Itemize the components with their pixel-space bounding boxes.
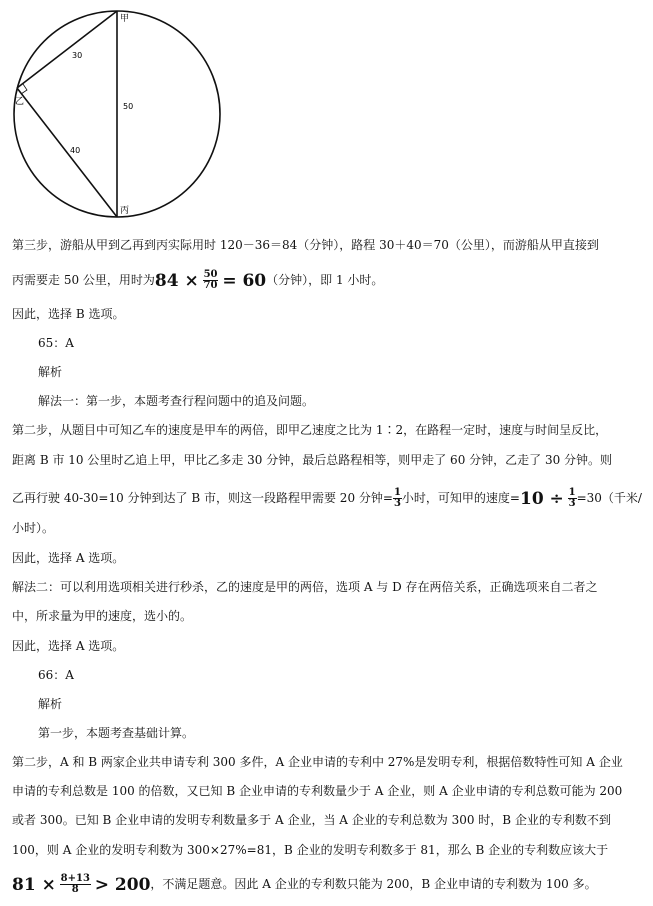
text-fragment: ，不满足题意。因此 A 企业的专利数只能为 200，B 企业申请的专利数为 100 多。 — [150, 877, 597, 891]
text-line: 第二步，从题目中可知乙车的速度是甲车的两倍，即甲乙速度之比为 1∶2，在路程一定时，速度与时间呈反比， — [12, 423, 608, 437]
fraction-numerator: 1 — [393, 487, 401, 498]
math-expression: > 200 — [94, 874, 151, 895]
math-fraction — [203, 270, 219, 291]
label-left: 乙 — [15, 97, 25, 107]
fraction-numerator: 50 — [203, 269, 218, 280]
math-fraction — [393, 488, 402, 509]
math-fraction — [568, 488, 577, 509]
text-line: 距离 B 市 10 公里时乙追上甲，甲比乙多走 30 分钟，最后总路程相等，则甲走了 60 分钟，乙走了 30 分钟。则 — [12, 453, 613, 467]
section-heading: 解析 — [38, 697, 63, 711]
fraction-denominator: 8 — [71, 884, 79, 895]
text-fragment: 小时，可知甲的速度= — [401, 491, 520, 505]
fraction-numerator: 8+13 — [60, 873, 90, 884]
label-top: 甲 — [120, 14, 130, 24]
edge-top-left — [17, 11, 117, 88]
text-fragment: =30（千米/ — [576, 491, 642, 505]
edge-label-30: 30 — [72, 51, 83, 60]
fraction-denominator: 3 — [393, 498, 401, 509]
text-line: 因此，选择 B 选项。 — [12, 307, 125, 321]
label-bottom: 丙 — [120, 206, 130, 216]
text-line — [12, 488, 642, 509]
text-line: 小时）。 — [12, 521, 55, 535]
math-expression: = 60 — [222, 270, 267, 291]
circle-route-diagram — [0, 0, 240, 228]
text-line: 因此，选择 A 选项。 — [12, 551, 125, 565]
text-line: 第一步，本题考查基础计算。 — [38, 726, 195, 740]
text-fragment: 丙需要走 50 公里，用时为 — [12, 273, 155, 287]
edge-label-40: 40 — [70, 146, 81, 155]
answer-label: 65：A — [38, 336, 74, 350]
text-line: 第二步，A 和 B 两家企业共申请专利 300 多件，A 企业申请的专利中 27%是发明专利，根据倍数特性可知 A 企业 — [12, 755, 623, 769]
math-expression: 84 × — [154, 270, 199, 291]
fraction-denominator: 3 — [568, 498, 576, 509]
fraction-denominator: 70 — [203, 280, 218, 291]
math-expression: 81 × — [12, 874, 56, 895]
text-line: 解法一：第一步，本题考查行程问题中的追及问题。 — [38, 394, 315, 408]
right-angle-marker — [21, 84, 27, 94]
edge-label-50: 50 — [123, 102, 134, 111]
math-expression: 10 ÷ — [519, 488, 564, 509]
answer-label: 66：A — [38, 668, 74, 682]
text-line: 中，所求量为甲的速度，选小的。 — [12, 609, 193, 623]
text-line: 申请的专利总数是 100 的倍数，又已知 B 企业申请的专利数量少于 A 企业，则 A 企业申请的专利总数可能为 200 — [12, 784, 623, 798]
text-fragment: （分钟），即 1 小时。 — [266, 273, 384, 287]
section-heading: 解析 — [38, 365, 63, 379]
text-line — [12, 270, 642, 291]
text-line: 解法二：可以利用选项相关进行秒杀，乙的速度是甲的两倍，选项 A 与 D 存在两倍关系，正确选项来自二者之 — [12, 580, 598, 594]
edge-left-bottom — [17, 88, 117, 217]
math-fraction — [60, 874, 91, 895]
text-line: 因此，选择 A 选项。 — [12, 639, 125, 653]
text-line: 或者 300。已知 B 企业申请的发明专利数量多于 A 企业，当 A 企业的专利总数为 300 时，B 企业的专利数不到 — [12, 813, 611, 827]
text-line: 第三步，游船从甲到乙再到丙实际用时 120－36＝84（分钟），路程 30＋40＝70（公里），而游船从甲直接到 — [12, 238, 599, 252]
text-fragment: 乙再行驶 40-30=10 分钟到达了 B 市，则这一段路程甲需要 20 分钟= — [12, 491, 393, 505]
text-line — [12, 874, 642, 895]
fraction-numerator: 1 — [568, 487, 576, 498]
text-line: 100，则 A 企业的发明专利数为 300×27%=81，B 企业的发明专利数多于 81，那么 B 企业的专利数应该大于 — [12, 843, 609, 857]
